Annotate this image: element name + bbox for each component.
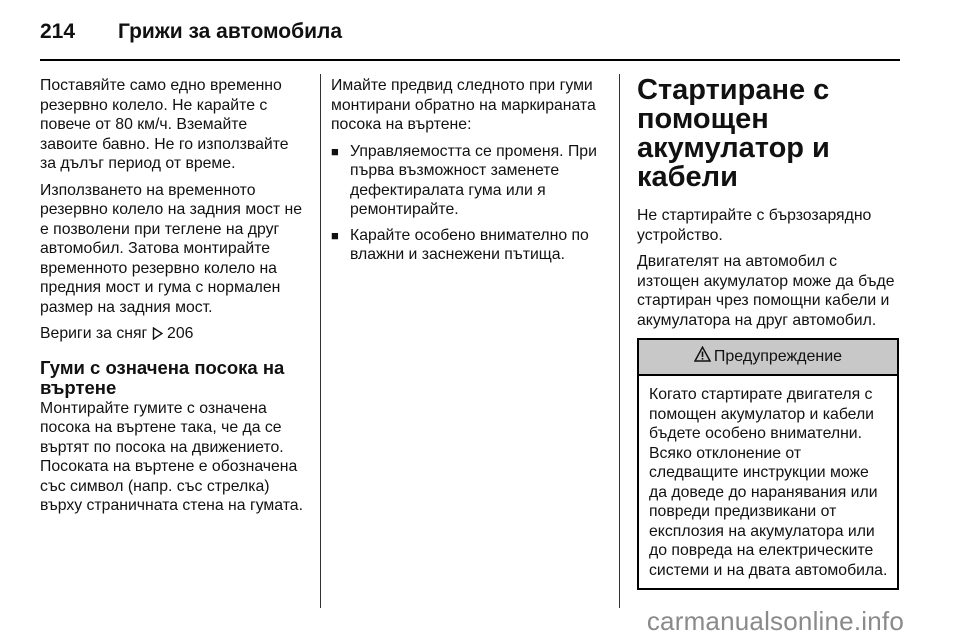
reference-text: Вериги за сняг xyxy=(40,325,148,342)
paragraph: Имайте предвид следното при гуми монтирани обратно на маркираната посока на въртене: xyxy=(331,77,596,133)
list-item xyxy=(331,142,603,220)
warning-text: Когато стартирате двигателя с помощен акумулатор и кабели бъдете особено внимателни. Всяко отклонение от следващите инструкции може да доведе до наранявания или повреди предизвикани от експлозия на акумулатора или до повреда на електрическите системи и на двата автомобила. xyxy=(649,386,888,579)
page-number: 214 xyxy=(40,20,76,43)
list-item-text: Управляемостта се променя. При първа възможност заменете дефектиралата гума или я ремонтирайте. xyxy=(350,142,597,218)
section-heading: Гуми с означена посока на въртене xyxy=(40,356,285,398)
page-header xyxy=(40,12,900,52)
list-item-text: Карайте особено внимателно по влажни и заснежени пътища. xyxy=(350,226,589,263)
paragraph: Използването на временното резервно колело на задния мост не е позволени при теглене на друг автомобил. Затова монтирайте временното резервно колело на предния мост и гума с нормален размер на задния мост. xyxy=(40,181,303,316)
triangle-reference-icon xyxy=(152,326,163,346)
bullet-square-icon: ■ xyxy=(331,227,339,243)
column-divider-1 xyxy=(320,74,321,608)
paragraph: Не стартирайте с бързозарядно устройство. xyxy=(637,207,872,244)
warning-box xyxy=(637,338,899,590)
column-divider-2 xyxy=(619,74,620,608)
paragraph: Двигателят на автомобил с изтощен акумулатор може да бъде стартиран чрез помощни кабели и акумулатора на друг автомобил. xyxy=(637,253,895,329)
warning-title: Предупреждение xyxy=(713,348,843,366)
paragraph: Поставяйте само едно временно резервно колело. Не карайте с повече от 80 км/ч. Вземайте завоите бавно. Не го използвайте за дълъг период от време. xyxy=(40,77,289,172)
header-rule xyxy=(40,59,900,61)
middle-column xyxy=(331,76,603,271)
right-column xyxy=(637,76,899,590)
paragraph: Монтирайте гумите с означена посока на въртене така, че да се въртят по посока на движението. Посоката на въртене е обозначена със символ (напр. със стрелка) върху страничната стена на гумата. xyxy=(40,399,303,514)
list-item xyxy=(331,226,603,265)
bullet-square-icon: ■ xyxy=(331,143,339,159)
warning-triangle-icon xyxy=(694,346,714,368)
cross-reference[interactable] xyxy=(40,324,308,346)
chapter-title: Грижи за автомобила xyxy=(118,20,343,43)
reference-page: 206 xyxy=(167,325,194,342)
left-column xyxy=(40,76,308,523)
section-title: Стартиране с помощен акумулатор и кабели xyxy=(637,74,830,193)
watermark: carmanualsonline.info xyxy=(646,606,904,636)
warning-header xyxy=(639,340,897,376)
